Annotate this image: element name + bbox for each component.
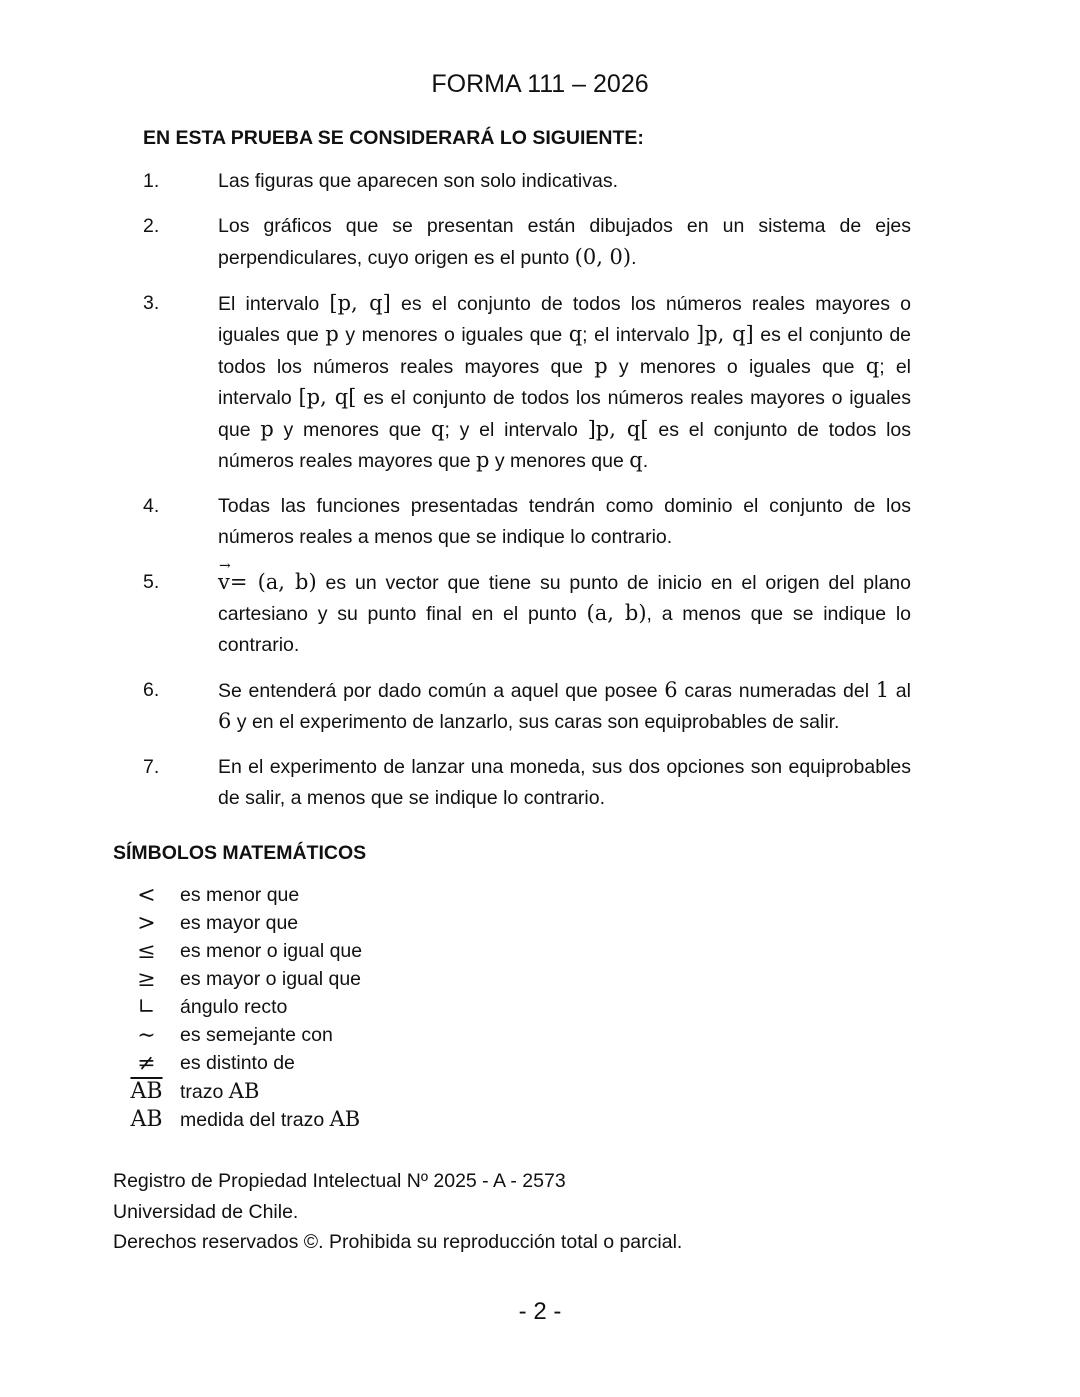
symbol-row: [113, 937, 362, 965]
symbol-label: es distinto de: [180, 1051, 295, 1074]
math-expression: AB: [228, 1078, 260, 1103]
symbol-glyph: AB: [130, 1106, 163, 1132]
item-number: 6.: [143, 678, 160, 701]
registry-text: Registro de Propiedad Intelectual Nº 2025 - A - 2573: [113, 1170, 566, 1192]
symbol-glyph: <: [137, 882, 156, 908]
item-text: [218, 567, 911, 661]
item-number: 4.: [143, 495, 160, 517]
text-segment: y menores o iguales que: [607, 355, 866, 378]
rights-text: Derechos reservados ©. Prohibida su reproducción total o parcial.: [113, 1231, 683, 1253]
list-item: [143, 491, 911, 552]
symbol-label: es semejante con: [180, 1023, 333, 1046]
symbol-row: [113, 965, 362, 993]
considerations-list: [143, 166, 911, 828]
text-segment: En el experimento de lanzar una moneda, sus dos opciones son equiprobables de salir, a menos que se indique lo contrario.: [218, 756, 911, 809]
symbol-label: es menor o igual que: [180, 939, 363, 962]
text-segment: ; el intervalo: [218, 355, 911, 409]
page-number: - 2 -: [518, 1298, 562, 1325]
text-segment: ; el intervalo: [582, 324, 697, 346]
math-expression: q: [629, 448, 643, 472]
math-expression: 1: [875, 677, 890, 702]
math-expression: AB: [329, 1106, 361, 1131]
section-heading: EN ESTA PRUEBA SE CONSIDERARÁ LO SIGUIENTE:: [143, 127, 644, 149]
symbol-row: [113, 1077, 362, 1105]
symbol-row: [113, 1049, 362, 1077]
symbol-description: [180, 884, 299, 907]
symbol-row: [113, 993, 362, 1021]
symbols-heading: SÍMBOLOS MATEMÁTICOS: [113, 842, 367, 864]
symbol-label: ángulo recto: [180, 995, 288, 1018]
symbol-glyph: ≤: [137, 938, 156, 964]
list-item: [143, 752, 911, 813]
item-text: [218, 752, 911, 813]
item-text: [218, 491, 911, 552]
text-segment: Todas las funciones presentadas tendrán como dominio el conjunto de los números reales a menos que se indique lo contrario.: [218, 495, 911, 548]
text-segment: y menores que: [489, 450, 630, 472]
math-expression: ]p, q]: [696, 322, 754, 346]
list-item: [143, 166, 911, 197]
item-text: [218, 675, 911, 738]
text-segment: es el conjunto de todos los números reales mayores que: [218, 324, 912, 378]
item-number: 5.: [143, 570, 160, 593]
symbol-row: [113, 881, 362, 909]
math-expression: q: [865, 353, 880, 378]
list-item: [143, 288, 911, 477]
symbol-description: [180, 1079, 259, 1104]
text-segment: es el conjunto de todos los números reales mayores que: [218, 418, 912, 472]
symbol-glyph: ∼: [137, 1022, 156, 1048]
math-expression: → v: [218, 567, 230, 598]
math-expression: p: [325, 322, 339, 346]
list-item: [143, 211, 911, 273]
symbol-glyph: ≥: [137, 966, 156, 992]
symbol-glyph: $\overline{AB}$: [130, 1078, 163, 1104]
text-segment: caras numeradas del: [677, 679, 876, 702]
symbol-glyph: ≠: [137, 1050, 156, 1076]
page-title: FORMA 111 – 2026: [431, 70, 649, 98]
text-segment: .: [642, 450, 649, 472]
footer: [113, 1166, 682, 1258]
math-expression: (a, b): [586, 601, 647, 625]
text-segment: y menores que: [273, 418, 431, 441]
text-segment: ; y el intervalo: [444, 418, 588, 441]
symbol-row: [113, 909, 362, 937]
item-number: 7.: [143, 756, 160, 778]
math-expression: p: [260, 416, 274, 441]
symbol-description: [180, 1024, 333, 1047]
text-segment: al: [889, 679, 911, 702]
math-expression: 6: [664, 677, 678, 702]
symbol-description: [180, 1052, 295, 1075]
symbol-label: es mayor o igual que: [180, 967, 362, 990]
math-expression: q: [568, 322, 583, 346]
text-segment: es el conjunto de todos los números reales mayores o iguales que: [218, 387, 911, 441]
math-expression: [p, q[: [298, 385, 357, 409]
symbol-description: [180, 912, 298, 935]
math-expression: p: [594, 353, 608, 378]
text-segment: El intervalo: [218, 292, 330, 315]
text-segment: y en el experimento de lanzarlo, sus caras son equiprobables de salir.: [231, 711, 840, 733]
item-text: [218, 288, 911, 477]
symbol-glyph: >: [137, 910, 156, 936]
math-expression: ]p, q[: [587, 416, 649, 441]
item-text: [218, 211, 911, 273]
symbol-label: es mayor que: [180, 911, 299, 934]
symbol-row: [113, 1105, 362, 1133]
text-segment: .: [631, 246, 637, 269]
text-segment: , a menos que se indique lo contrario.: [218, 603, 912, 656]
item-text: [218, 166, 911, 197]
symbols-list: [113, 881, 362, 1133]
item-number: 1.: [143, 170, 160, 192]
math-expression: [p, q]: [329, 290, 391, 315]
math-expression: (0, 0): [574, 244, 632, 269]
item-number: 2.: [143, 215, 160, 237]
item-number: 3.: [143, 291, 160, 314]
text-segment: es un vector que tiene su punto de inicio en el origen del plano cartesiano y su punto final en el punto: [218, 571, 911, 625]
symbol-description: [180, 968, 361, 991]
university-text: Universidad de Chile.: [113, 1200, 299, 1223]
symbol-label: medida del trazo: [180, 1108, 330, 1131]
list-item: [143, 567, 911, 661]
symbol-glyph: ∟: [137, 994, 156, 1020]
text-segment: Se entenderá por dado común a aquel que posee: [218, 679, 665, 702]
math-expression: q: [431, 416, 445, 441]
math-expression: = (a, b): [229, 569, 317, 594]
symbol-description: [180, 940, 362, 963]
text-segment: y menores o iguales que: [338, 324, 569, 346]
symbol-description: [180, 996, 287, 1019]
symbol-label: es menor que: [180, 883, 300, 906]
list-item: [143, 675, 911, 738]
text-segment: Las figuras que aparecen son solo indicativas.: [218, 170, 618, 192]
text-segment: es el conjunto de todos los números reales mayores o iguales que: [218, 292, 911, 346]
math-expression: 6: [218, 709, 232, 733]
text-segment: Los gráficos que se presentan están dibujados en un sistema de ejes perpendiculares, cuyo origen es el punto: [218, 215, 911, 269]
symbol-label: trazo: [180, 1080, 229, 1103]
symbol-description: [180, 1107, 360, 1132]
symbol-row: [113, 1021, 362, 1049]
math-expression: p: [475, 448, 490, 472]
